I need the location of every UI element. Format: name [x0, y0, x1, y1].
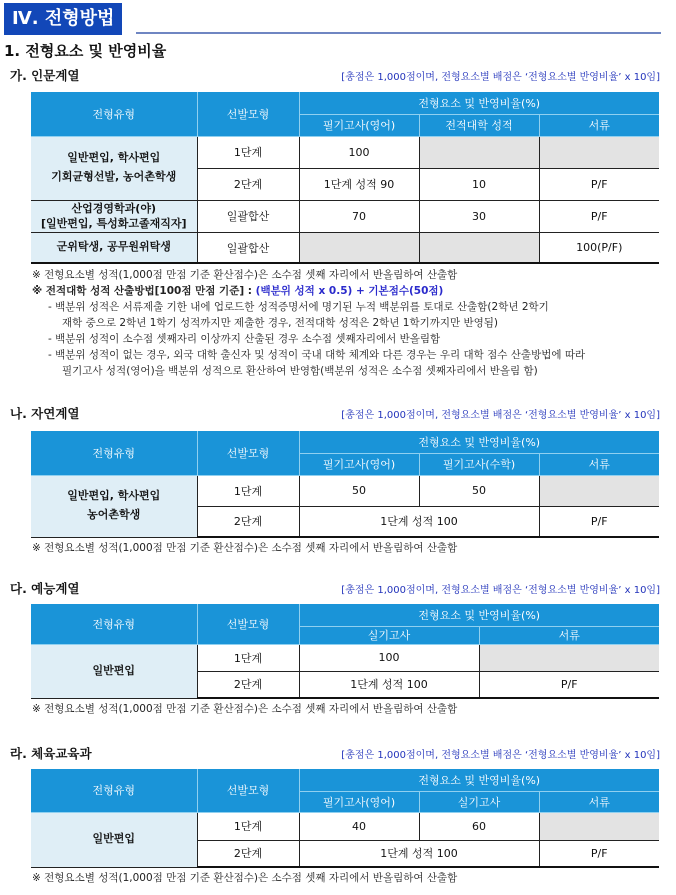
arts-rounding-note: ※ 전형요소별 성적(1,000점 만점 기준 환산점수)은 소수점 셋째 자리에서 반올림하여 산출함	[32, 703, 458, 715]
stage-cell: 일괄합산	[197, 233, 299, 263]
value-cell: 10	[419, 168, 539, 200]
type-cell	[31, 475, 197, 537]
note-formula: (백분위 성적 x 0.5) + 기본점수(50점)	[255, 285, 444, 297]
header-col: 전적대학 성적	[419, 114, 539, 136]
header-type: 전형유형	[31, 431, 197, 475]
value-cell: 100	[299, 644, 479, 671]
chapter-underline	[136, 32, 661, 34]
header-model: 선발모형	[197, 604, 299, 644]
table-row	[31, 812, 659, 840]
header-model: 선발모형	[197, 92, 299, 136]
header-col: 필기고사(영어)	[299, 114, 419, 136]
bullet-line: - 백분위 성적이 없는 경우, 외국 대학 출신자 및 성적이 국내 대학 체계와 다른 경우는 우리 대학 점수 산출방법에 따라	[48, 349, 586, 361]
header-col: 실기고사	[299, 626, 479, 644]
table-row	[31, 475, 659, 506]
science-rounding-note: ※ 전형요소별 성적(1,000점 만점 기준 환산점수)은 소수점 셋째 자리에서 반올림하여 산출함	[32, 542, 458, 554]
humanities-score-note: [총점은 1,000점이며, 전형요소별 배점은 ‘전형요소별 반영비율’ x 10임]	[341, 72, 660, 83]
science-score-note: [총점은 1,000점이며, 전형요소별 배점은 ‘전형요소별 반영비율’ x 10임]	[341, 410, 660, 421]
header-col: 서류	[479, 626, 659, 644]
value-cell: P/F	[539, 168, 659, 200]
pe-rounding-note: ※ 전형요소별 성적(1,000점 만점 기준 환산점수)은 소수점 셋째 자리에서 반올림하여 산출함	[32, 872, 458, 884]
header-type: 전형유형	[31, 604, 197, 644]
arts-table	[31, 604, 659, 699]
type-line: [일반편입, 특성화고졸재직자]	[40, 217, 187, 231]
value-cell: 1단계 성적 100	[299, 506, 539, 537]
header-model: 선발모형	[197, 769, 299, 812]
science-table	[31, 431, 659, 538]
type-line: 기회균형선발, 농어촌학생	[51, 170, 177, 183]
empty-cell	[419, 136, 539, 168]
table-row	[31, 136, 659, 168]
value-cell: 70	[299, 200, 419, 233]
header-col: 서류	[539, 453, 659, 475]
stage-cell: 일괄합산	[197, 200, 299, 233]
value-cell: 60	[419, 812, 539, 840]
header-col: 필기고사(영어)	[299, 791, 419, 812]
value-cell: 50	[299, 475, 419, 506]
header-type: 전형유형	[31, 769, 197, 812]
stage-cell: 2단계	[197, 671, 299, 698]
type-line: 농어촌학생	[87, 508, 141, 521]
empty-cell	[419, 233, 539, 263]
bullet-line: 필기고사 성적(영어)을 백분위 성적으로 환산하여 반영함(백분위 성적은 소수점 셋째자리에서 반올림 함)	[62, 365, 538, 377]
table-row	[31, 644, 659, 671]
table-row	[31, 200, 659, 233]
stage-cell: 1단계	[197, 475, 299, 506]
science-title: 나. 자연계열	[10, 406, 80, 421]
chapter-header	[4, 3, 122, 35]
empty-cell	[539, 136, 659, 168]
chapter-title: Ⅳ. 전형방법	[4, 3, 122, 35]
header-model: 선발모형	[197, 431, 299, 475]
pe-score-note: [총점은 1,000점이며, 전형요소별 배점은 ‘전형요소별 반영비율’ x 10임]	[341, 750, 660, 761]
header-elements: 전형요소 및 반영비율(%)	[299, 92, 659, 114]
header-col: 실기고사	[419, 791, 539, 812]
header-elements: 전형요소 및 반영비율(%)	[299, 769, 659, 791]
bullet-line: 재학 중으로 2학년 1학기 성적까지만 제출한 경우, 전적대학 성적은 2학년 1학기까지만 반영됨)	[62, 317, 499, 329]
humanities-table	[31, 92, 659, 264]
arts-title: 다. 예능계열	[10, 581, 80, 596]
value-cell: P/F	[539, 840, 659, 867]
header-type: 전형유형	[31, 92, 197, 136]
type-cell	[31, 136, 197, 200]
stage-cell: 1단계	[197, 812, 299, 840]
header-elements: 전형요소 및 반영비율(%)	[299, 431, 659, 453]
empty-cell	[299, 233, 419, 263]
type-cell: 군위탁생, 공무원위탁생	[31, 233, 197, 263]
header-col: 서류	[539, 114, 659, 136]
humanities-title: 가. 인문계열	[10, 68, 80, 83]
bullet-line: - 백분위 성적이 소수점 셋째자리 이상까지 산출된 경우 소수점 셋째자리에서 반올림함	[48, 333, 441, 345]
humanities-rounding-note: ※ 전형요소별 성적(1,000점 만점 기준 환산점수)은 소수점 셋째 자리에서 반올림하여 산출함	[32, 269, 458, 281]
value-cell: 100	[299, 136, 419, 168]
stage-cell: 1단계	[197, 136, 299, 168]
humanities-prior-score-note	[32, 283, 443, 298]
type-line: 일반편입, 학사편입	[67, 489, 161, 503]
type-line: 산업경영학과(야)	[71, 201, 156, 215]
header-col: 서류	[539, 791, 659, 812]
value-cell: 40	[299, 812, 419, 840]
stage-cell: 2단계	[197, 840, 299, 867]
pe-title: 라. 체육교육과	[10, 746, 92, 761]
bullet-line: - 백분위 성적은 서류제출 기한 내에 업로드한 성적증명서에 명기된 누적 백분위를 토대로 산출함(2학년 2학기	[48, 301, 549, 313]
stage-cell: 2단계	[197, 506, 299, 537]
value-cell: P/F	[539, 506, 659, 537]
header-col: 필기고사(영어)	[299, 453, 419, 475]
header-col: 필기고사(수학)	[419, 453, 539, 475]
type-cell: 일반편입	[31, 644, 197, 698]
value-cell: 1단계 성적 100	[299, 840, 539, 867]
header-elements: 전형요소 및 반영비율(%)	[299, 604, 659, 626]
note-label: ※ 전적대학 성적 산출방법[100점 만점 기준] :	[32, 285, 256, 297]
table-row	[31, 233, 659, 263]
type-cell	[31, 200, 197, 233]
value-cell: 100(P/F)	[539, 233, 659, 263]
type-cell: 일반편입	[31, 812, 197, 867]
value-cell: 1단계 성적 90	[299, 168, 419, 200]
stage-cell: 1단계	[197, 644, 299, 671]
value-cell: 30	[419, 200, 539, 233]
pe-table	[31, 769, 659, 868]
value-cell: P/F	[539, 200, 659, 233]
value-cell: P/F	[479, 671, 659, 698]
section-title: 1. 전형요소 및 반영비율	[4, 42, 167, 60]
value-cell: 50	[419, 475, 539, 506]
stage-cell: 2단계	[197, 168, 299, 200]
value-cell: 1단계 성적 100	[299, 671, 479, 698]
arts-score-note: [총점은 1,000점이며, 전형요소별 배점은 ‘전형요소별 반영비율’ x 10임]	[341, 585, 660, 596]
empty-cell	[479, 644, 659, 671]
empty-cell	[539, 475, 659, 506]
empty-cell	[539, 812, 659, 840]
type-line: 일반편입, 학사편입	[67, 151, 161, 165]
